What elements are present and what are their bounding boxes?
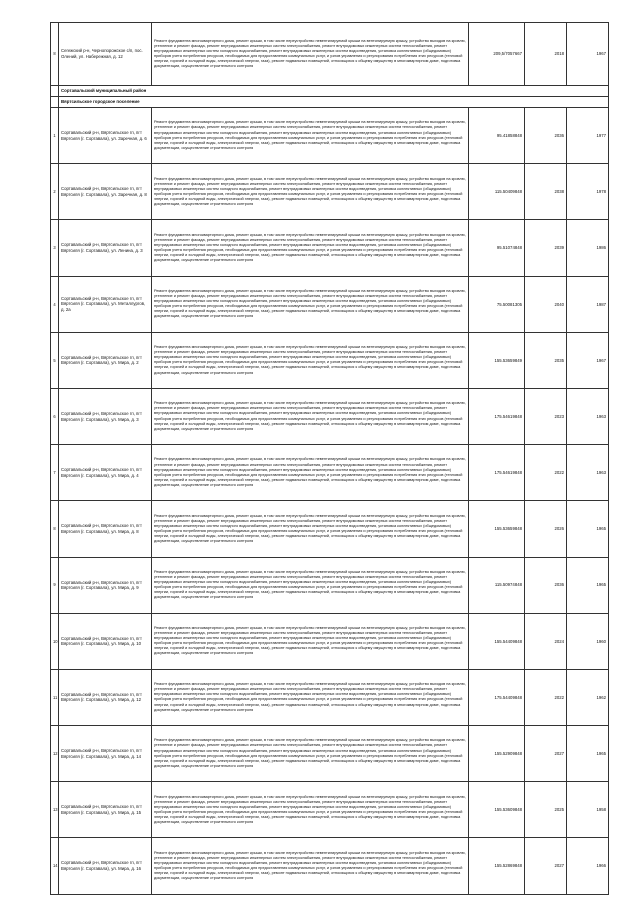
- row-works: Ремонт фундамента многоквартирного дома, ремонт крыши, в том числе переустройство невентилируемой крыши на вентилируемую крышу, устройство выходов на кровлю, утепление и ремонт фасада, ремонт внутридомовых инженерных систем электроснабжения, ремонт внутридомовых инженерных систем теплоснабжения, ремонт внутридомовых инженерных систем холодного водоснабжения, ремонт внутридомовых инженерных систем водоотведения, установка коллективных (общедомовых) приборов учета потребления ресурсов, необходимых для предоставления коммунальных услуг, и узлов управления и регулирования потребления этих ресурсов (тепловой энергии, горячей и холодной воды, электрической энергии, газа), ремонт подвальных помещений, относящихся к общему имуществу в многоквартирном доме, подготовка документации, осуществление строительного контроля: [152, 388, 469, 444]
- row-number: 12: [51, 726, 59, 782]
- row-address: Сортавальский р-н, Вяртсильское гп, пгт Вяртсиля (г. Сортавала), ул. Ленина, д. 3: [59, 220, 152, 276]
- row-address: Сортавальский р-н, Вяртсильское гп, пгт Вяртсиля (г. Сортавала), ул. Мира, д. 3: [59, 388, 152, 444]
- table-row: [51, 220, 609, 276]
- row-address: Сортавальский р-н, Вяртсильское гп, пгт Вяртсиля (г. Сортавала), ул. Мира, д. 12: [59, 669, 152, 725]
- section-settlement-title: Вяртсильское городское поселение: [59, 97, 609, 108]
- table-row: [51, 332, 609, 388]
- row-number: 6: [51, 388, 59, 444]
- row-address: Сортавальский р-н, Вяртсильское гп, пгт Вяртсиля (г. Сортавала), ул. Мира, д. 4: [59, 445, 152, 501]
- row-works: Ремонт фундамента многоквартирного дома, ремонт крыши, в том числе переустройство невентилируемой крыши на вентилируемую крышу, устройство выходов на кровлю, утепление и ремонт фасада, ремонт внутридомовых инженерных систем электроснабжения, ремонт внутридомовых инженерных систем теплоснабжения, ремонт внутридомовых инженерных систем холодного водоснабжения, ремонт внутридомовых инженерных систем водоотведения, установка коллективных (общедомовых) приборов учета потребления ресурсов, необходимых для предоставления коммунальных услуг, и узлов управления и регулирования потребления этих ресурсов (тепловой энергии, горячей и холодной воды, электрической энергии, газа), ремонт подвальных помещений, относящихся к общему имуществу в многоквартирном доме, подготовка документации, осуществление строительного контроля: [152, 276, 469, 332]
- row-sum: 95.41858848: [469, 108, 525, 164]
- row-year: 2022: [525, 669, 567, 725]
- row-works: Ремонт фундамента многоквартирного дома, ремонт крыши, в том числе переустройство невентилируемой крыши на вентилируемую крышу, устройство выходов на кровлю, утепление и ремонт фасада, ремонт внутридомовых инженерных систем электроснабжения, ремонт внутридомовых инженерных систем теплоснабжения, ремонт внутридомовых инженерных систем холодного водоснабжения, ремонт внутридомовых инженерных систем водоотведения, установка коллективных (общедомовых) приборов учета потребления ресурсов, необходимых для предоставления коммунальных услуг, и узлов управления и регулирования потребления этих ресурсов (тепловой энергии, горячей и холодной воды, электрической энергии, газа), ремонт подвальных помещений, относящихся к общему имуществу в многоквартирном доме, подготовка документации, осуществление строительного контроля: [152, 613, 469, 669]
- row-sum: 115.50409848: [469, 164, 525, 220]
- section-district-title: Сортавальский муниципальный район: [59, 86, 609, 97]
- row-built-year: 1978: [567, 164, 609, 220]
- row-works: Ремонт фундамента многоквартирного дома, ремонт крыши, в том числе переустройство невентилируемой крыши на вентилируемую крышу, устройство выходов на кровлю, утепление и ремонт фасада, ремонт внутридомовых инженерных систем электроснабжения, ремонт внутридомовых инженерных систем теплоснабжения, ремонт внутридомовых инженерных систем холодного водоснабжения, ремонт внутридомовых инженерных систем водоотведения, установка коллективных (общедомовых) приборов учета потребления ресурсов, необходимых для предоставления коммунальных услуг, и узлов управления и регулирования потребления этих ресурсов (тепловой энергии, горячей и холодной воды, электрической энергии, газа), ремонт подвальных помещений, относящихся к общему имуществу в многоквартирном доме, подготовка документации, осуществление строительного контроля: [152, 164, 469, 220]
- table-row: [51, 613, 609, 669]
- row-works: Ремонт фундамента многоквартирного дома, ремонт крыши, в том числе переустройство невентилируемой крыши на вентилируемую крышу, устройство выходов на кровлю, утепление и ремонт фасада, ремонт внутридомовых инженерных систем электроснабжения, ремонт внутридомовых инженерных систем теплоснабжения, ремонт внутридомовых инженерных систем холодного водоснабжения, ремонт внутридомовых инженерных систем водоотведения, установка коллективных (общедомовых) приборов учета потребления ресурсов, необходимых для предоставления коммунальных услуг, и узлов управления и регулирования потребления этих ресурсов (тепловой энергии, горячей и холодной воды, электрической энергии, газа), ремонт подвальных помещений, относящихся к общему имуществу в многоквартирном доме, подготовка документации, осуществление строительного контроля: [152, 108, 469, 164]
- row-address: Сортавальский р-н, Вяртсильское гп, пгт Вяртсиля (г. Сортавала), ул. Мира, д. 2: [59, 332, 152, 388]
- row-address: Сортавальский р-н, Вяртсильское гп, пгт Вяртсиля (г. Сортавала), ул. Мира, д. 14: [59, 726, 152, 782]
- row-works: Ремонт фундамента многоквартирного дома, ремонт крыши, в том числе переустройство невентилируемой крыши на вентилируемую крышу, устройство выходов на кровлю, утепление и ремонт фасада, ремонт внутридомовых инженерных систем электроснабжения, ремонт внутридомовых инженерных систем теплоснабжения, ремонт внутридомовых инженерных систем холодного водоснабжения, ремонт внутридомовых инженерных систем водоотведения, установка коллективных (общедомовых) приборов учета потребления ресурсов, необходимых для предоставления коммунальных услуг, и узлов управления и регулирования потребления этих ресурсов (тепловой энергии, горячей и холодной воды, электрической энергии, газа), ремонт подвальных помещений, относящихся к общему имуществу в многоквартирном доме, подготовка документации, осуществление строительного контроля: [152, 23, 469, 86]
- row-address: Сортавальский р-н, Вяртсильское гп, пгт Вяртсиля (г. Сортавала), ул. Мира, д. 10: [59, 613, 152, 669]
- row-year: 2036: [525, 108, 567, 164]
- document-page: [50, 22, 608, 895]
- row-sum: 209,5/7057667: [469, 23, 525, 86]
- capital-repair-table: [50, 22, 609, 895]
- row-year: 2039: [525, 220, 567, 276]
- row-built-year: 1986: [567, 220, 609, 276]
- row-sum: 155.52909848: [469, 726, 525, 782]
- row-number: 10: [51, 613, 59, 669]
- row-number: 8: [51, 23, 59, 86]
- row-year: 2022: [525, 445, 567, 501]
- row-sum: 75.50081305: [469, 276, 525, 332]
- table-row: [51, 108, 609, 164]
- row-works: Ремонт фундамента многоквартирного дома, ремонт крыши, в том числе переустройство невентилируемой крыши на вентилируемую крышу, устройство выходов на кровлю, утепление и ремонт фасада, ремонт внутридомовых инженерных систем электроснабжения, ремонт внутридомовых инженерных систем теплоснабжения, ремонт внутридомовых инженерных систем холодного водоснабжения, ремонт внутридомовых инженерных систем водоотведения, установка коллективных (общедомовых) приборов учета потребления ресурсов, необходимых для предоставления коммунальных услуг, и узлов управления и регулирования потребления этих ресурсов (тепловой энергии, горячей и холодной воды, электрической энергии, газа), ремонт подвальных помещений, относящихся к общему имуществу в многоквартирном доме, подготовка документации, осуществление строительного контроля: [152, 557, 469, 613]
- row-sum: 175.54619848: [469, 388, 525, 444]
- row-number: 4: [51, 276, 59, 332]
- row-built-year: 1963: [567, 445, 609, 501]
- row-sum: 95.51074848: [469, 220, 525, 276]
- row-number: 1: [51, 108, 59, 164]
- row-built-year: 1965: [567, 557, 609, 613]
- row-built-year: 1962: [567, 669, 609, 725]
- row-number: 7: [51, 445, 59, 501]
- row-address: Сегежский р-н, Чернопорожское с/п, пос. Олений, ул. Набережная, д. 12: [59, 23, 152, 86]
- row-built-year: 1958: [567, 782, 609, 838]
- row-built-year: 1977: [567, 108, 609, 164]
- table-row: [51, 782, 609, 838]
- table-row: [51, 164, 609, 220]
- row-built-year: 1966: [567, 838, 609, 894]
- row-number: 8: [51, 501, 59, 557]
- section-spacer: [51, 97, 59, 108]
- row-built-year: 1967: [567, 332, 609, 388]
- row-works: Ремонт фундамента многоквартирного дома, ремонт крыши, в том числе переустройство невентилируемой крыши на вентилируемую крышу, устройство выходов на кровлю, утепление и ремонт фасада, ремонт внутридомовых инженерных систем электроснабжения, ремонт внутридомовых инженерных систем теплоснабжения, ремонт внутридомовых инженерных систем холодного водоснабжения, ремонт внутридомовых инженерных систем водоотведения, установка коллективных (общедомовых) приборов учета потребления ресурсов, необходимых для предоставления коммунальных услуг, и узлов управления и регулирования потребления этих ресурсов (тепловой энергии, горячей и холодной воды, электрической энергии, газа), ремонт подвальных помещений, относящихся к общему имуществу в многоквартирном доме, подготовка документации, осуществление строительного контроля: [152, 838, 469, 894]
- row-year: 2026: [525, 501, 567, 557]
- table-row: [51, 445, 609, 501]
- table-row: [51, 501, 609, 557]
- row-works: Ремонт фундамента многоквартирного дома, ремонт крыши, в том числе переустройство невентилируемой крыши на вентилируемую крышу, устройство выходов на кровлю, утепление и ремонт фасада, ремонт внутридомовых инженерных систем электроснабжения, ремонт внутридомовых инженерных систем теплоснабжения, ремонт внутридомовых инженерных систем холодного водоснабжения, ремонт внутридомовых инженерных систем водоотведения, установка коллективных (общедомовых) приборов учета потребления ресурсов, необходимых для предоставления коммунальных услуг, и узлов управления и регулирования потребления этих ресурсов (тепловой энергии, горячей и холодной воды, электрической энергии, газа), ремонт подвальных помещений, относящихся к общему имуществу в многоквартирном доме, подготовка документации, осуществление строительного контроля: [152, 782, 469, 838]
- row-number: 5: [51, 332, 59, 388]
- row-year: 2040: [525, 276, 567, 332]
- row-sum: 175.54409848: [469, 669, 525, 725]
- row-works: Ремонт фундамента многоквартирного дома, ремонт крыши, в том числе переустройство невентилируемой крыши на вентилируемую крышу, устройство выходов на кровлю, утепление и ремонт фасада, ремонт внутридомовых инженерных систем электроснабжения, ремонт внутридомовых инженерных систем теплоснабжения, ремонт внутридомовых инженерных систем холодного водоснабжения, ремонт внутридомовых инженерных систем водоотведения, установка коллективных (общедомовых) приборов учета потребления ресурсов, необходимых для предоставления коммунальных услуг, и узлов управления и регулирования потребления этих ресурсов (тепловой энергии, горячей и холодной воды, электрической энергии, газа), ремонт подвальных помещений, относящихся к общему имуществу в многоквартирном доме, подготовка документации, осуществление строительного контроля: [152, 501, 469, 557]
- table-row: [51, 726, 609, 782]
- row-built-year: 1960: [567, 613, 609, 669]
- row-works: Ремонт фундамента многоквартирного дома, ремонт крыши, в том числе переустройство невентилируемой крыши на вентилируемую крышу, устройство выходов на кровлю, утепление и ремонт фасада, ремонт внутридомовых инженерных систем электроснабжения, ремонт внутридомовых инженерных систем теплоснабжения, ремонт внутридомовых инженерных систем холодного водоснабжения, ремонт внутридомовых инженерных систем водоотведения, установка коллективных (общедомовых) приборов учета потребления ресурсов, необходимых для предоставления коммунальных услуг, и узлов управления и регулирования потребления этих ресурсов (тепловой энергии, горячей и холодной воды, электрической энергии, газа), ремонт подвальных помещений, относящихся к общему имуществу в многоквартирном доме, подготовка документации, осуществление строительного контроля: [152, 220, 469, 276]
- row-sum: 155.53659849: [469, 332, 525, 388]
- table-row: [51, 669, 609, 725]
- row-address: Сортавальский р-н, Вяртсильское гп, пгт Вяртсиля (г. Сортавала), ул. Мира, д. 9: [59, 557, 152, 613]
- section-row-district: [51, 86, 609, 97]
- row-year: 2027: [525, 838, 567, 894]
- row-works: Ремонт фундамента многоквартирного дома, ремонт крыши, в том числе переустройство невентилируемой крыши на вентилируемую крышу, устройство выходов на кровлю, утепление и ремонт фасада, ремонт внутридомовых инженерных систем электроснабжения, ремонт внутридомовых инженерных систем теплоснабжения, ремонт внутридомовых инженерных систем холодного водоснабжения, ремонт внутридомовых инженерных систем водоотведения, установка коллективных (общедомовых) приборов учета потребления ресурсов, необходимых для предоставления коммунальных услуг, и узлов управления и регулирования потребления этих ресурсов (тепловой энергии, горячей и холодной воды, электрической энергии, газа), ремонт подвальных помещений, относящихся к общему имуществу в многоквартирном доме, подготовка документации, осуществление строительного контроля: [152, 726, 469, 782]
- row-works: Ремонт фундамента многоквартирного дома, ремонт крыши, в том числе переустройство невентилируемой крыши на вентилируемую крышу, устройство выходов на кровлю, утепление и ремонт фасада, ремонт внутридомовых инженерных систем электроснабжения, ремонт внутридомовых инженерных систем теплоснабжения, ремонт внутридомовых инженерных систем холодного водоснабжения, ремонт внутридомовых инженерных систем водоотведения, установка коллективных (общедомовых) приборов учета потребления ресурсов, необходимых для предоставления коммунальных услуг, и узлов управления и регулирования потребления этих ресурсов (тепловой энергии, горячей и холодной воды, электрической энергии, газа), ремонт подвальных помещений, относящихся к общему имуществу в многоквартирном доме, подготовка документации, осуществление строительного контроля: [152, 445, 469, 501]
- row-address: Сортавальский р-н, Вяртсильское гп, пгт Вяртсиля (г. Сортавала), ул. Металлургов, д. 2а: [59, 276, 152, 332]
- table-row: [51, 276, 609, 332]
- row-address: Сортавальский р-н, Вяртсильское гп, пгт Вяртсиля (г. Сортавала), ул. Мира, д. 15: [59, 782, 152, 838]
- row-address: Сортавальский р-н, Вяртсильское гп, пгт Вяртсиля (г. Сортавала), ул. Заречная, д. 8: [59, 164, 152, 220]
- table-row: [51, 23, 609, 86]
- row-sum: 155.53609848: [469, 782, 525, 838]
- row-works: Ремонт фундамента многоквартирного дома, ремонт крыши, в том числе переустройство невентилируемой крыши на вентилируемую крышу, устройство выходов на кровлю, утепление и ремонт фасада, ремонт внутридомовых инженерных систем электроснабжения, ремонт внутридомовых инженерных систем теплоснабжения, ремонт внутридомовых инженерных систем холодного водоснабжения, ремонт внутридомовых инженерных систем водоотведения, установка коллективных (общедомовых) приборов учета потребления ресурсов, необходимых для предоставления коммунальных услуг, и узлов управления и регулирования потребления этих ресурсов (тепловой энергии, горячей и холодной воды, электрической энергии, газа), ремонт подвальных помещений, относящихся к общему имуществу в многоквартирном доме, подготовка документации, осуществление строительного контроля: [152, 669, 469, 725]
- section-spacer: [51, 86, 59, 97]
- row-built-year: 1987: [567, 276, 609, 332]
- row-year: 2027: [525, 726, 567, 782]
- row-number: 9: [51, 557, 59, 613]
- row-address: Сортавальский р-н, Вяртсильское гп, пгт Вяртсиля (г. Сортавала), ул. Мира, д. 8: [59, 501, 152, 557]
- row-year: 2035: [525, 332, 567, 388]
- row-built-year: 1965: [567, 501, 609, 557]
- table-row: [51, 557, 609, 613]
- row-sum: 115.50974848: [469, 557, 525, 613]
- section-row-settlement: [51, 97, 609, 108]
- row-sum: 155.54409848: [469, 613, 525, 669]
- row-number: 11: [51, 669, 59, 725]
- row-year: 2025: [525, 782, 567, 838]
- row-year: 2024: [525, 613, 567, 669]
- row-year: 2038: [525, 164, 567, 220]
- row-address: Сортавальский р-н, Вяртсильское гп, пгт Вяртсиля (г. Сортавала), ул. Мира, д. 16: [59, 838, 152, 894]
- row-number: 2: [51, 164, 59, 220]
- row-sum: 155.53659848: [469, 501, 525, 557]
- row-year: 2018: [525, 23, 567, 86]
- row-built-year: 1967: [567, 23, 609, 86]
- row-number: 3: [51, 220, 59, 276]
- row-number: 13: [51, 782, 59, 838]
- row-year: 2036: [525, 557, 567, 613]
- row-built-year: 1963: [567, 388, 609, 444]
- row-number: 14: [51, 838, 59, 894]
- row-works: Ремонт фундамента многоквартирного дома, ремонт крыши, в том числе переустройство невентилируемой крыши на вентилируемую крышу, устройство выходов на кровлю, утепление и ремонт фасада, ремонт внутридомовых инженерных систем электроснабжения, ремонт внутридомовых инженерных систем теплоснабжения, ремонт внутридомовых инженерных систем холодного водоснабжения, ремонт внутридомовых инженерных систем водоотведения, установка коллективных (общедомовых) приборов учета потребления ресурсов, необходимых для предоставления коммунальных услуг, и узлов управления и регулирования потребления этих ресурсов (тепловой энергии, горячей и холодной воды, электрической энергии, газа), ремонт подвальных помещений, относящихся к общему имуществу в многоквартирном доме, подготовка документации, осуществление строительного контроля: [152, 332, 469, 388]
- table-row: [51, 838, 609, 894]
- table-row: [51, 388, 609, 444]
- row-year: 2023: [525, 388, 567, 444]
- row-sum: 155.52869848: [469, 838, 525, 894]
- row-address: Сортавальский р-н, Вяртсильское гп, пгт Вяртсиля (г. Сортавала), ул. Заречная, д. 6: [59, 108, 152, 164]
- row-built-year: 1965: [567, 726, 609, 782]
- row-sum: 175.54619848: [469, 445, 525, 501]
